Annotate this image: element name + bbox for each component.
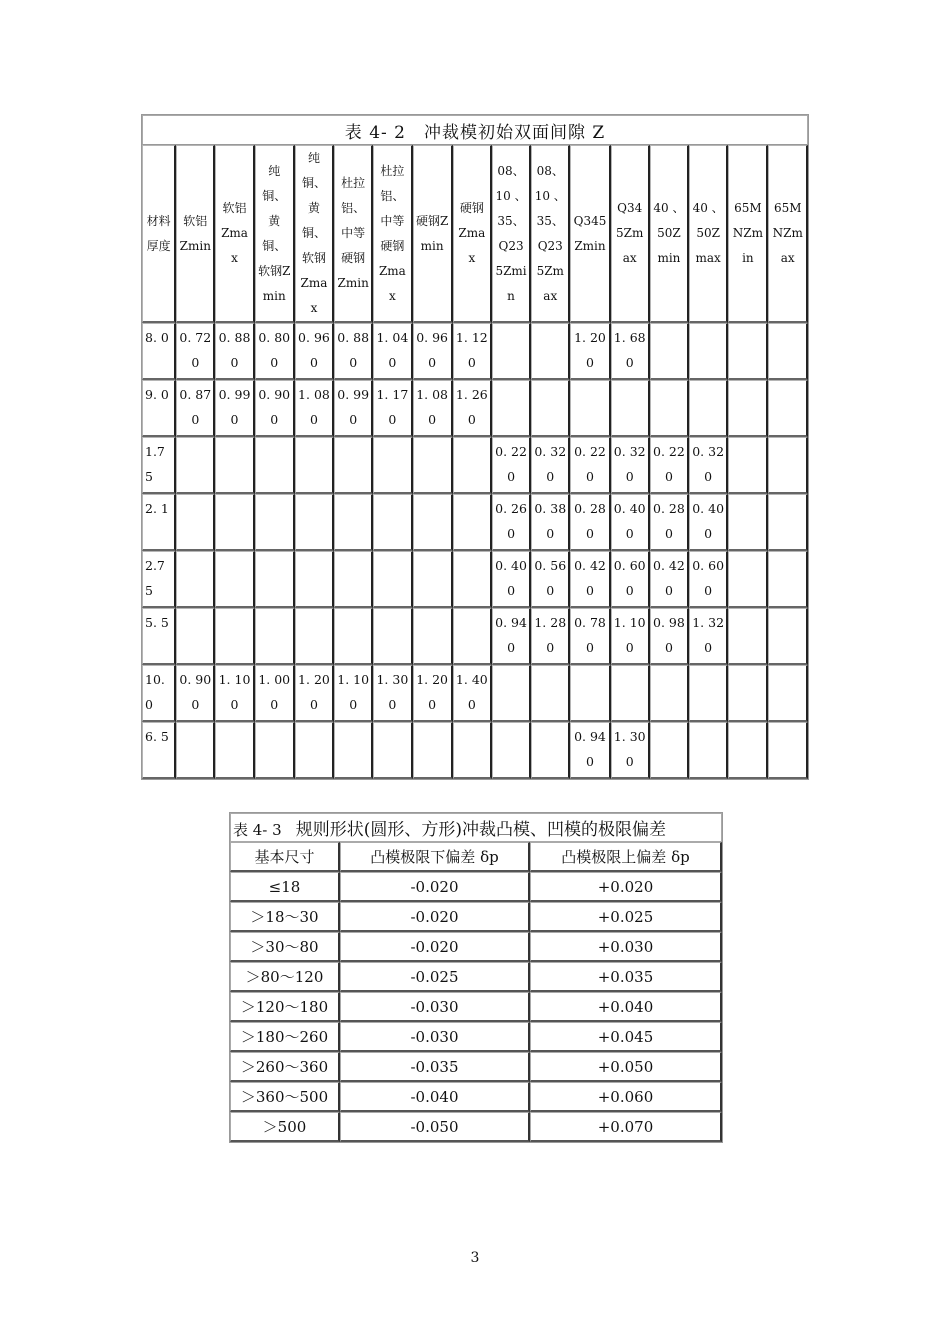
table-cell: ≤18 bbox=[230, 872, 340, 902]
table-cell: ＞18～30 bbox=[230, 902, 340, 932]
table-cell bbox=[611, 665, 650, 722]
table-cell: 0. 990 bbox=[215, 380, 254, 437]
table-cell bbox=[215, 551, 254, 608]
table-cell: 1. 260 bbox=[453, 380, 492, 437]
table-cell bbox=[531, 380, 570, 437]
table-cell: 0. 220 bbox=[650, 437, 689, 494]
table-cell bbox=[176, 608, 215, 665]
table-cell: 0. 600 bbox=[689, 551, 728, 608]
table-cell: -0.020 bbox=[340, 932, 530, 962]
table-cell bbox=[453, 437, 492, 494]
table-cell bbox=[413, 551, 453, 608]
thickness-cell: 1.75 bbox=[142, 437, 176, 494]
table-cell bbox=[176, 494, 215, 551]
table-cell: -0.030 bbox=[340, 992, 530, 1022]
table-header-row bbox=[142, 145, 808, 323]
table-row bbox=[142, 323, 808, 380]
table-cell bbox=[650, 665, 689, 722]
table-cell bbox=[255, 437, 295, 494]
table-cell: 0. 870 bbox=[176, 380, 215, 437]
table-cell bbox=[453, 551, 492, 608]
table-cell bbox=[334, 494, 373, 551]
table-cell bbox=[492, 665, 531, 722]
table-cell: 0. 600 bbox=[611, 551, 650, 608]
table-cell bbox=[373, 722, 412, 779]
table-caption: 表 4- 2 冲裁模初始双面间隙 Z bbox=[142, 115, 808, 145]
table-cell: 0. 320 bbox=[611, 437, 650, 494]
table-cell bbox=[176, 437, 215, 494]
column-header: 40 、50Zmax bbox=[689, 145, 728, 323]
table-cell: -0.020 bbox=[340, 902, 530, 932]
table-cell: -0.050 bbox=[340, 1112, 530, 1142]
thickness-cell: 2.75 bbox=[142, 551, 176, 608]
table-cell: 0. 900 bbox=[255, 380, 295, 437]
column-header: 65MNZmax bbox=[768, 145, 808, 323]
column-header: 08、10 、35、Q235Zmax bbox=[531, 145, 570, 323]
table-row bbox=[230, 1022, 722, 1052]
column-header: 杜拉铝、中等硬钢Zmin bbox=[334, 145, 373, 323]
table-cell bbox=[373, 551, 412, 608]
column-header: 杜拉铝、中等硬钢Zmax bbox=[373, 145, 412, 323]
table-row bbox=[230, 1052, 722, 1082]
table-cell: +0.030 bbox=[530, 932, 722, 962]
table-cell bbox=[650, 722, 689, 779]
table-cell bbox=[689, 323, 728, 380]
table-cell bbox=[295, 494, 334, 551]
table-cell: 1. 100 bbox=[334, 665, 373, 722]
column-header: 软铝Zmin bbox=[176, 145, 215, 323]
table-row bbox=[230, 1112, 722, 1142]
table-cell: 0. 320 bbox=[531, 437, 570, 494]
table-cell: -0.030 bbox=[340, 1022, 530, 1052]
table-cell bbox=[728, 551, 768, 608]
table-cell: ＞260～360 bbox=[230, 1052, 340, 1082]
column-header: 硬钢Zmax bbox=[453, 145, 492, 323]
table-cell: 0. 320 bbox=[689, 437, 728, 494]
table-cell: 0. 560 bbox=[531, 551, 570, 608]
table-row bbox=[230, 932, 722, 962]
table-cell: +0.050 bbox=[530, 1052, 722, 1082]
table-cell bbox=[650, 380, 689, 437]
table-cell bbox=[295, 608, 334, 665]
table-cell bbox=[176, 551, 215, 608]
table-cell bbox=[492, 323, 531, 380]
column-header: 纯铜、黄铜、软钢Zmax bbox=[295, 145, 334, 323]
table-row bbox=[142, 437, 808, 494]
table-cell bbox=[689, 665, 728, 722]
table-cell: 1. 170 bbox=[373, 380, 412, 437]
table-cell bbox=[650, 323, 689, 380]
column-header: 软铝Zmax bbox=[215, 145, 254, 323]
table-cell bbox=[768, 437, 808, 494]
table-cell: ＞180～260 bbox=[230, 1022, 340, 1052]
table-cell bbox=[728, 323, 768, 380]
table-cell bbox=[215, 608, 254, 665]
thickness-cell: 10.0 bbox=[142, 665, 176, 722]
table-cell: 1. 080 bbox=[413, 380, 453, 437]
table-row bbox=[142, 608, 808, 665]
table-cell: ＞120～180 bbox=[230, 992, 340, 1022]
table-cell bbox=[768, 551, 808, 608]
table-row bbox=[230, 962, 722, 992]
table-cell bbox=[334, 722, 373, 779]
table-cell bbox=[373, 437, 412, 494]
table-cell bbox=[492, 722, 531, 779]
table-cell bbox=[255, 608, 295, 665]
thickness-cell: 2. 1 bbox=[142, 494, 176, 551]
table-row bbox=[230, 902, 722, 932]
table-cell: 1. 400 bbox=[453, 665, 492, 722]
deviation-table bbox=[229, 812, 723, 1143]
clearance-table bbox=[141, 114, 809, 780]
page-number: 3 bbox=[470, 1250, 480, 1266]
table-cell: ＞80～120 bbox=[230, 962, 340, 992]
table-cell bbox=[453, 608, 492, 665]
column-header: Q345Zmax bbox=[611, 145, 650, 323]
table-cell bbox=[334, 608, 373, 665]
thickness-cell: 8. 0 bbox=[142, 323, 176, 380]
column-header: 凸模极限下偏差 δp bbox=[340, 842, 530, 872]
column-header: Q345Zmin bbox=[570, 145, 610, 323]
table-cell: +0.070 bbox=[530, 1112, 722, 1142]
table-cell: 1. 100 bbox=[611, 608, 650, 665]
table-cell: ＞500 bbox=[230, 1112, 340, 1142]
table-cell bbox=[295, 722, 334, 779]
table-header-row bbox=[230, 842, 722, 872]
table-cell bbox=[334, 551, 373, 608]
table-caption bbox=[230, 813, 722, 842]
table-cell bbox=[728, 494, 768, 551]
table-cell bbox=[453, 722, 492, 779]
table-caption-title: 规则形状(圆形、方形)冲裁凸模、凹模的极限偏差 bbox=[295, 820, 666, 840]
table-cell: 0. 400 bbox=[611, 494, 650, 551]
column-header: 基本尺寸 bbox=[230, 842, 340, 872]
table-cell: 1. 100 bbox=[215, 665, 254, 722]
table-cell bbox=[689, 722, 728, 779]
table-cell bbox=[255, 494, 295, 551]
thickness-cell: 5. 5 bbox=[142, 608, 176, 665]
table-cell: 0. 940 bbox=[492, 608, 531, 665]
table-cell bbox=[215, 722, 254, 779]
table-cell: 0. 420 bbox=[650, 551, 689, 608]
table-cell: 0. 780 bbox=[570, 608, 610, 665]
table-cell: +0.040 bbox=[530, 992, 722, 1022]
table-row bbox=[142, 665, 808, 722]
table-cell: 0. 400 bbox=[689, 494, 728, 551]
table-cell bbox=[413, 494, 453, 551]
table-cell bbox=[295, 437, 334, 494]
table-cell: 1. 200 bbox=[570, 323, 610, 380]
table-cell bbox=[768, 323, 808, 380]
table-cell bbox=[570, 380, 610, 437]
thickness-cell: 6. 5 bbox=[142, 722, 176, 779]
table-cell bbox=[215, 494, 254, 551]
table-cell bbox=[728, 380, 768, 437]
table-cell: +0.060 bbox=[530, 1082, 722, 1112]
table-row bbox=[142, 380, 808, 437]
table-cell bbox=[768, 722, 808, 779]
table-cell bbox=[413, 722, 453, 779]
column-header: 纯铜、黄铜、软钢Zmin bbox=[255, 145, 295, 323]
table-cell: -0.040 bbox=[340, 1082, 530, 1112]
table-cell bbox=[413, 608, 453, 665]
table-cell: 0. 280 bbox=[570, 494, 610, 551]
column-header: 40 、50Zmin bbox=[650, 145, 689, 323]
table-cell: 0. 880 bbox=[215, 323, 254, 380]
table-cell: 1. 300 bbox=[373, 665, 412, 722]
table-cell bbox=[531, 323, 570, 380]
table-cell: 0. 260 bbox=[492, 494, 531, 551]
table-cell: +0.035 bbox=[530, 962, 722, 992]
table-cell: 0. 420 bbox=[570, 551, 610, 608]
table-cell: 0. 960 bbox=[413, 323, 453, 380]
table-cell: +0.045 bbox=[530, 1022, 722, 1052]
table-cell bbox=[768, 494, 808, 551]
table-cell: 0. 990 bbox=[334, 380, 373, 437]
table-cell: 0. 220 bbox=[492, 437, 531, 494]
table-cell: 1. 000 bbox=[255, 665, 295, 722]
table-cell: 0. 940 bbox=[570, 722, 610, 779]
table-cell bbox=[453, 494, 492, 551]
table-cell bbox=[255, 551, 295, 608]
table-cell: 0. 400 bbox=[492, 551, 531, 608]
table-cell bbox=[531, 665, 570, 722]
table-cell: ＞360～500 bbox=[230, 1082, 340, 1112]
table-cell: 0. 980 bbox=[650, 608, 689, 665]
table-row bbox=[230, 1082, 722, 1112]
table-cell bbox=[295, 551, 334, 608]
table-cell bbox=[768, 665, 808, 722]
table-cell: 0. 900 bbox=[176, 665, 215, 722]
table-row bbox=[230, 992, 722, 1022]
table-cell bbox=[531, 722, 570, 779]
table-cell bbox=[176, 722, 215, 779]
table-cell: -0.020 bbox=[340, 872, 530, 902]
table-cell: -0.035 bbox=[340, 1052, 530, 1082]
table-cell bbox=[334, 437, 373, 494]
table-cell bbox=[689, 380, 728, 437]
table-cell: 1. 120 bbox=[453, 323, 492, 380]
table-cell: 0. 800 bbox=[255, 323, 295, 380]
table-row bbox=[142, 494, 808, 551]
table-cell: 1. 280 bbox=[531, 608, 570, 665]
table-cell: +0.020 bbox=[530, 872, 722, 902]
table-cell: 1. 320 bbox=[689, 608, 728, 665]
column-header: 材料厚度 bbox=[142, 145, 176, 323]
table-cell: -0.025 bbox=[340, 962, 530, 992]
column-header: 65MNZmin bbox=[728, 145, 768, 323]
table-cell bbox=[492, 380, 531, 437]
thickness-cell: 9. 0 bbox=[142, 380, 176, 437]
table-cell: 1. 200 bbox=[295, 665, 334, 722]
column-header: 08、10 、35、Q235Zmin bbox=[492, 145, 531, 323]
table-cell bbox=[728, 722, 768, 779]
table-cell: 0. 280 bbox=[650, 494, 689, 551]
table-cell bbox=[373, 494, 412, 551]
table-row bbox=[142, 722, 808, 779]
table-cell bbox=[768, 608, 808, 665]
table-cell: 1. 040 bbox=[373, 323, 412, 380]
table-cell: 1. 200 bbox=[413, 665, 453, 722]
table-cell bbox=[570, 665, 610, 722]
table-cell: 1. 300 bbox=[611, 722, 650, 779]
table-row bbox=[142, 551, 808, 608]
table-cell: ＞30～80 bbox=[230, 932, 340, 962]
table-cell: 0. 720 bbox=[176, 323, 215, 380]
table-cell bbox=[768, 380, 808, 437]
table-cell: 0. 960 bbox=[295, 323, 334, 380]
table-cell bbox=[215, 437, 254, 494]
table-row bbox=[230, 872, 722, 902]
column-header: 硬钢Zmin bbox=[413, 145, 453, 323]
table-cell: +0.025 bbox=[530, 902, 722, 932]
table-cell bbox=[728, 665, 768, 722]
table-cell: 1. 680 bbox=[611, 323, 650, 380]
table-cell bbox=[728, 437, 768, 494]
table-caption-label: 表 4- 3 bbox=[233, 821, 282, 839]
table-cell bbox=[413, 437, 453, 494]
table-cell: 1. 080 bbox=[295, 380, 334, 437]
table-cell bbox=[611, 380, 650, 437]
table-cell: 0. 880 bbox=[334, 323, 373, 380]
table-cell bbox=[728, 608, 768, 665]
table-cell: 0. 380 bbox=[531, 494, 570, 551]
table-cell bbox=[255, 722, 295, 779]
table-cell bbox=[373, 608, 412, 665]
table-cell: 0. 220 bbox=[570, 437, 610, 494]
column-header: 凸模极限上偏差 δp bbox=[530, 842, 722, 872]
